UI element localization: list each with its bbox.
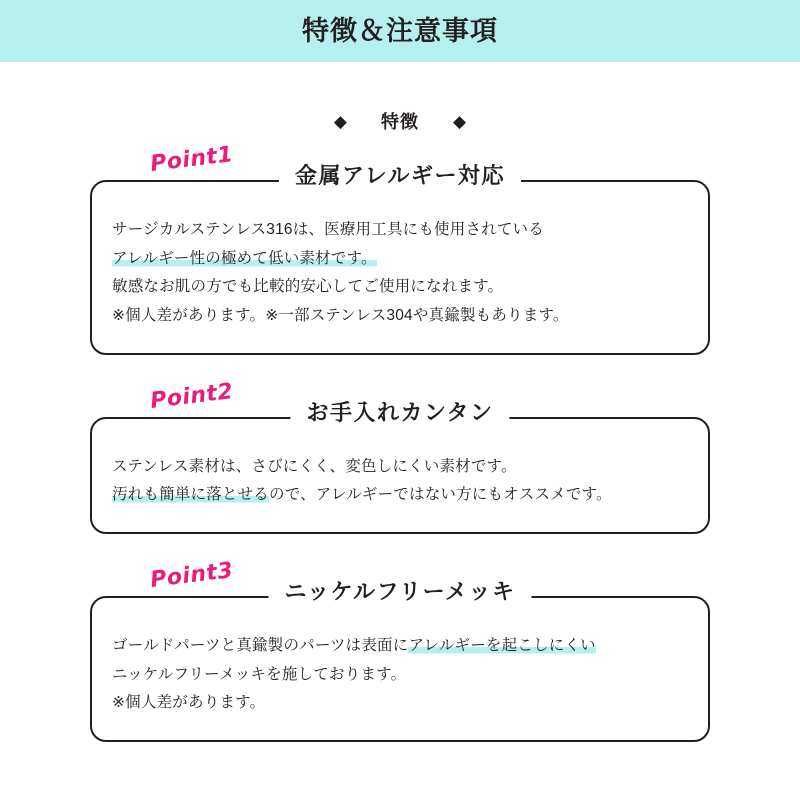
body-text: サージカルステンレス316は、医療用工具にも使用されている (112, 221, 544, 238)
point-card-2 (90, 399, 710, 534)
body-text: ゴールドパーツと真鍮製のパーツは表面に (112, 637, 409, 655)
diamond-right-icon: ◆ (453, 111, 467, 131)
body-text: ※個人差があります。※一部ステンレス304や真鍮製もあります。 (112, 307, 569, 325)
body-line (112, 632, 688, 661)
highlighted-text: アレルギー性の極めて低い素材です。 (112, 249, 377, 267)
diamond-left-icon: ◆ (333, 111, 347, 131)
point-card-1 (90, 163, 710, 355)
body-line (112, 245, 688, 274)
point-title-1: 金属アレルギー対応 (279, 165, 521, 187)
point-block-3 (90, 558, 710, 742)
body-text: 敏感なお肌の方でも比較的安心してご使用になれます。 (112, 278, 504, 296)
body-line (112, 481, 688, 510)
section-heading-label: 特徴 (381, 112, 419, 132)
body-text: ※個人差があります。 (112, 694, 266, 712)
point-badge-3: Point3 (148, 558, 235, 594)
section-heading (0, 108, 800, 134)
point-title-2: お手入れカンタン (290, 402, 509, 424)
point-body-2 (112, 419, 688, 510)
body-line (112, 216, 688, 245)
body-line (112, 302, 688, 331)
body-line (112, 661, 688, 690)
point-block-2 (90, 378, 710, 534)
point-title-3: ニッケルフリーメッキ (268, 581, 531, 603)
body-line (112, 453, 688, 482)
point-body-3 (112, 598, 688, 718)
highlighted-text: 汚れも簡単に落とせる (112, 486, 270, 504)
body-line (112, 273, 688, 302)
body-text: ニッケルフリーメッキを施しております。 (112, 665, 407, 683)
point-badge-1: Point1 (148, 142, 235, 177)
page-title: 特徴＆注意事項 (302, 15, 498, 46)
point-block-1 (90, 142, 710, 355)
point-badge-2: Point2 (148, 378, 235, 414)
point-card-3 (90, 579, 710, 742)
body-line (112, 689, 688, 718)
page-header-banner (0, 0, 800, 62)
body-text: ステンレス素材は、さびにくく、変色しにくい素材です。 (112, 457, 517, 475)
highlighted-text: アレルギーを起こしにくい (408, 637, 596, 655)
body-text: ので、アレルギーではない方にもオススメです。 (269, 486, 612, 504)
point-body-1 (112, 182, 688, 331)
